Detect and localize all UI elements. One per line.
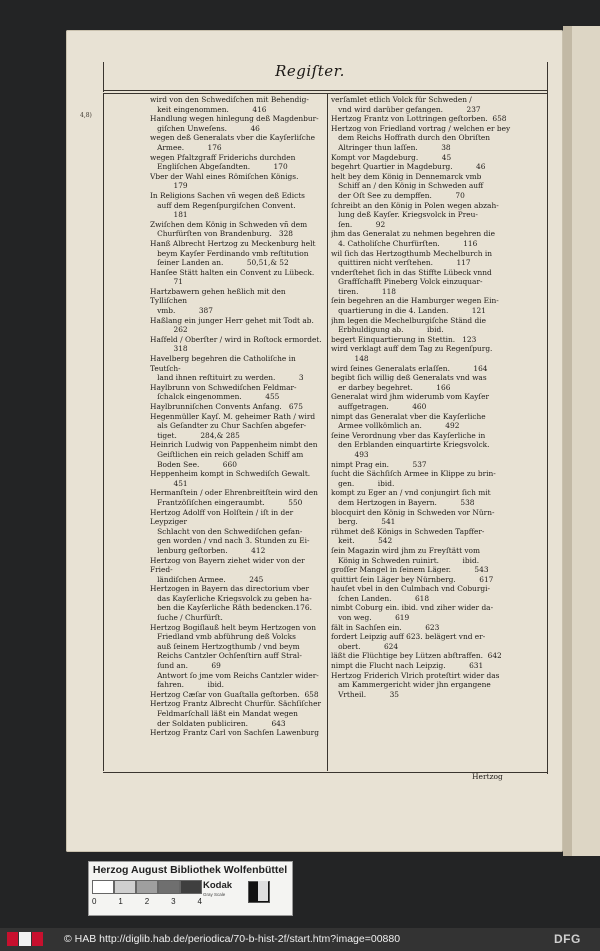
scale-number: 2 [144,897,150,906]
index-entry: Antwort ſo jme vom Reichs Cantzler wider- fahren. ibid. [157,670,319,690]
index-entry: ſchreibt an den König in Polen wegen abzah- lung deß Kayſer. Kriegsvolck in Preu- ſen. 92 [331,200,499,229]
index-entry: Hertzog Bogiſlauß helt beym Hertzogen von Friedland vmb abführung deß Volcks auß ſeinem Hertzogthumb / vnd beym Reichs Cantzler Ochſenſtirn auff Stral- ſund an. 69 [150,622,316,671]
index-entry: läßt die Flüchtige bey Lützen abſtraffen. 642 [331,651,502,661]
index-entry: Haylbrunn von Schwediſchen Feldmar- ſchalck eingenommen. 455 [150,382,297,402]
scale-segment [180,880,202,894]
index-entry: wird von den Schwediſchen mit Behendig- keit eingenommen. 416 [150,95,309,114]
index-column-right [331,95,545,771]
scale-number: 1 [118,897,123,906]
index-entry: Hertzog Cæſar von Guaſtalla geſtorben. 658 [150,689,319,699]
flag-icon [7,932,43,946]
index-entry: nimpt das Generalat vber die Kayſerliche Armee vollkömlich an. 492 [331,411,486,431]
index-entry: rühmet deß Königs in Schweden Tapffer- keit. 542 [331,526,485,546]
index-entry: wegen Pfaltzgraff Friderichs durchden Engliſchen Abgeſandten. 170 [150,152,296,172]
index-entry: Hertzog Frantz Albrecht Churfür. Sächſiſcher Feldmarſchall läßt ein Mandat wegen der Soldaten publiciren. 643 [150,699,321,728]
index-entry: vnderſtehet ſich in das Stiffte Lübeck vnnd Graffſchafft Pineberg Volck einzuquar- tiren. 118 [331,267,492,296]
index-entry: wegen deß Generalats vber die Kayſerliſche Armee. 176 [150,133,315,152]
index-entry: blocquirt den König in Schweden vor Nürn- berg. 541 [331,507,495,527]
index-entry: hauſet vbel in den Culmbach vnd Coburgi- ſchen Landen. 618 [331,584,490,603]
index-entry: Hanſee Stätt halten ein Convent zu Lübeck. 71 [150,267,315,287]
index-entry: Vber der Wahl eines Römiſchen Königs. 179 [150,171,299,191]
index-entry: jhm das Generalat zu nehmen begehren die 4. Catholiſche Churfürſten. 116 [331,229,495,248]
index-entry: jhm legen die Mechelburgiſche Ständ die Erbhuldigung ab. ibid. [331,315,486,335]
index-entry: begibt ſich willig deß Generalats vnd was er darbey begehret. 166 [331,373,487,392]
index-entry: Haſfeld / Oberſter / wird in Roſtock ermordet. 318 [150,334,322,354]
index-entry: verſamlet etlich Volck für Schweden / vnd wird darüber gefangen. 237 [331,95,481,114]
index-entry: Hegenmüller Kayſ. M. geheimer Rath / wird als Geſandter zu Chur Sachſen abgefer- tiget. 284,& 285 [150,411,316,440]
frame-rule [547,62,548,774]
index-entry: nimbt Coburg ein. ibid. vnd ziher wider da- von weg. 619 [331,603,494,623]
index-entry: fält in Sachſen ein. 623 [331,622,440,632]
index-entry: begert Einquartierung in Stettin. 123 [331,334,477,344]
index-entry: Hertzog Adolff von Holſtein / iſt in der Leypziger Schlacht von den Schwediſchen gefan- gen worden / vnd nach 3. Stunden zu Ei- lenburg geſtorben. 412 [150,507,310,555]
frame-rule [103,62,104,92]
index-entry: helt bey dem König in Dennemarck vmb Schiff an / den König in Schweden auff der Oſt See zu dempffen. 70 [331,171,484,200]
frame-rule [103,93,104,771]
index-entry: quittirt ſein Läger bey Nürnberg. 617 [331,574,494,584]
index-entry: groſſer Mangel in ſeinem Läger. 543 [331,565,489,575]
index-entry: Hertzog von Friedland vortrag / welchen er bey dem Reichs Hoffrath durch den Obriſten Altringer thun laſſen. 38 [331,123,511,152]
index-entry: Hermanſtein / oder Ehrenbreitſtein wird den Frantzöſiſchen eingeraumbt. 550 [150,488,318,507]
index-entry: begehrt Quartier in Magdeburg. 46 [331,162,486,172]
index-entry: Hartzbawern gehen heßlich mit den Tylliſchen vmb. 387 [150,286,286,316]
dfg-logo: DFG [554,932,581,946]
footer-bar [0,928,600,951]
index-entry: kompt zu Eger an / vnd conjungirt ſich mit dem Hertzogen in Bayern. 538 [331,488,491,507]
scale-segment [136,880,158,894]
index-entry: Haylbrunniſchen Convents Anfang. 675 [150,402,303,411]
index-entry: wird verklagt auff dem Tag zu Regenſpurg. 148 [331,344,493,364]
index-entry: Heppenheim kompt in Schwediſch Gewalt. 451 [150,469,311,488]
index-entry: nimpt die Flucht nach Leipzig. 631 [331,661,484,671]
index-entry: Hertzogen in Bayern das directorium vber das Kayſerliche Kriegsvolck zu geben ha- ben die Kayſerliche Räth bedencken.176. ſuche / Churfürſt. [150,584,312,623]
scale-number: 3 [171,897,176,906]
gray-chip [258,881,268,901]
index-entry: Hertzog Frantz Carl von Sachſen Lawenburg [150,728,319,738]
index-entry: Hertzog Frantz von Lottringen geſtorben. 658 [331,114,507,124]
index-entry: Hertzog Friderich Vlrich proteſtirt wider das am Kammergericht wider jhn ergangene Vrtheil. 35 [331,670,500,699]
kodak-logo: Kodak [203,880,233,891]
frame-rule [103,93,548,94]
gray-scale-bar [92,880,202,894]
column-divider [327,93,328,771]
scale-segment [114,880,136,894]
scale-segment [158,880,180,894]
index-entry: ſein Magazin wird jhm zu Freyſtätt vom König in Schweden ruinirt. ibid. [331,545,481,565]
institution-label: Herzog August Bibliothek Wolfenbüttel [92,864,288,876]
page-title: Regiſter. [275,62,345,80]
index-entry: Generalat wird jhm widerumb vom Kayſer auffgetragen. 460 [331,392,490,411]
kodak-sub: Gray Scale [203,892,226,897]
scale-numbers [92,897,202,906]
scale-segment [92,880,114,894]
index-entry: Heinrich Ludwig von Pappenheim nimbt den Geiſtlichen ein reich geladen Schiff am Boden See. 660 [150,440,318,469]
margin-note: 4,8) [80,112,92,119]
index-entry: Zwiſchen dem König in Schweden vñ dem Churfürſten von Brandenburg. 328 [150,219,308,239]
index-entry: ſucht die Sächſiſch Armee in Klippe zu brin- gen. ibid. [331,469,496,488]
scale-number: 0 [92,897,97,906]
index-entry: Hertzog von Bayern ziehet wider von der Fried- ländiſchen Armee. 245 [150,555,305,584]
index-entry: nimpt Prag ein. 537 [331,459,427,469]
frame-rule [103,90,548,91]
facing-page-edge-inner [572,26,600,856]
index-entry: ſein begehren an die Hamburger wegen Ein- quartierung in die 4. Landen. 121 [331,296,499,316]
index-entry: In Religions Sachen vñ wegen deß Edicts auff dem Regenſpurgiſchen Convent. 181 [150,190,305,220]
index-entry: wird ſeines Generalats erlaſſen. 164 [331,363,488,373]
index-entry: Handlung wegen hinlegung deß Magdenbur- giſchen Unweſens. 46 [150,114,319,133]
index-entry: fordert Leipzig auff 623. belägert vnd er- obert. 624 [331,632,486,651]
index-entry: wil ſich das Hertzogthumb Mechelburch in quittiren nicht verſtehen. 117 [331,248,492,268]
catchword: Hertzog [472,772,503,781]
index-entry: ſeine Verordnung vber das Kayſerliche in den Erblanden einquartirte Kriegsvolck. 493 [331,430,490,459]
index-column-left [150,95,324,771]
index-entry: Hanß Albrecht Hertzog zu Meckenburg helt beym Kayſer Ferdinando vmb reſtitution ſeiner Landen an. 50,51,& 52 [150,238,316,268]
index-entry: Havelberg begehren die Catholiſche in Teutſch- land ihnen reſtituirt zu werden. 3 [150,354,304,383]
index-entry: Haßlang ein junger Herr gehet mit Todt ab. 262 [150,315,314,335]
index-entry: Kompt vor Magdeburg. 45 [331,152,452,162]
scale-number: 4 [197,897,202,906]
footer-citation-link[interactable]: © HAB http://diglib.hab.de/periodica/70-b-hist-2f/start.htm?image=00880 [64,933,401,945]
